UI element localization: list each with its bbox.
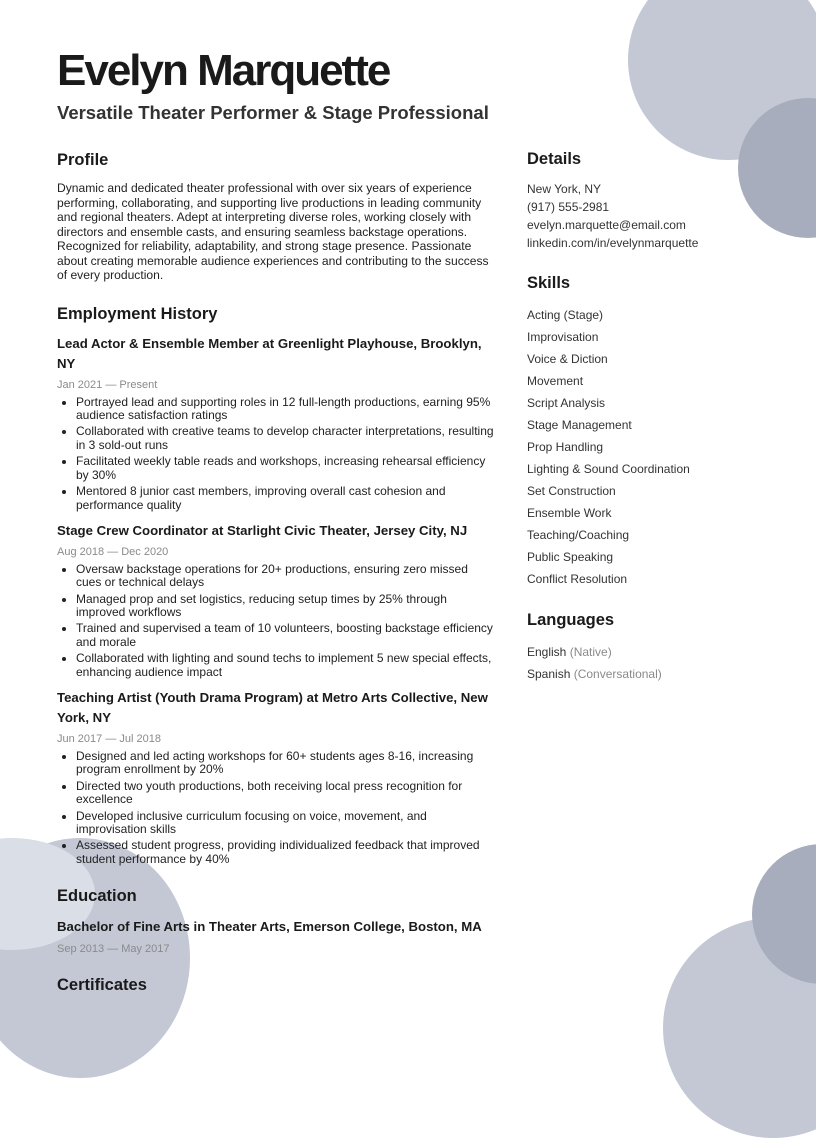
language-item	[527, 641, 777, 663]
skill-item: Lighting & Sound Coordination	[527, 462, 690, 476]
job-title: Teaching Artist (Youth Drama Program) at Metro Arts Collective, New York, NY	[57, 689, 488, 725]
skill-item: Conflict Resolution	[527, 572, 628, 586]
job-bullet: • Mentored 8 junior cast members, improving overall cast cohesion and performance quality	[76, 485, 495, 512]
job-bullets	[57, 750, 495, 867]
job-title: Stage Crew Coordinator at Starlight Civic Theater, Jersey City, NJ	[57, 522, 468, 538]
details-heading: Details	[527, 150, 582, 168]
job-title: Lead Actor & Ensemble Member at Greenlight Playhouse, Brooklyn, NY	[57, 335, 482, 371]
job-bullet: • Trained and supervised a team of 10 volunteers, boosting backstage efficiency and morale	[76, 622, 495, 649]
job-entry	[57, 688, 495, 867]
job-bullet: • Oversaw backstage operations for 20+ productions, ensuring zero missed cues or technical delays	[76, 563, 495, 590]
job-dates: Jan 2021 — Present	[57, 378, 158, 391]
job-bullet: • Collaborated with creative teams to develop character interpretations, resulting in 3 sold-out runs	[76, 425, 495, 452]
job-entry	[57, 334, 495, 513]
job-bullet: • Collaborated with lighting and sound techs to implement 5 new special effects, enhancing audience impact	[76, 652, 495, 679]
skill-item: Ensemble Work	[527, 506, 612, 520]
job-bullet: • Directed two youth productions, both receiving local press recognition for excellence	[76, 780, 495, 807]
job-bullet: • Designed and led acting workshops for 60+ students ages 8-16, increasing program enrollment by 20%	[76, 750, 495, 777]
profile-heading: Profile	[57, 151, 109, 169]
job-bullet: • Assessed student progress, providing individualized feedback that improved student performance by 40%	[76, 839, 495, 866]
languages-list	[527, 641, 777, 685]
education-degree: Bachelor of Fine Arts in Theater Arts, Emerson College, Boston, MA	[57, 918, 482, 934]
detail-location: New York, NY	[527, 182, 602, 196]
languages-section	[527, 608, 777, 685]
language-item	[527, 663, 777, 685]
candidate-subtitle: Versatile Theater Performer & Stage Professional	[57, 102, 489, 123]
detail-linkedin[interactable]: linkedin.com/in/evelynmarquette	[527, 236, 699, 250]
job-dates: Aug 2018 — Dec 2020	[57, 545, 169, 558]
education-dates: Sep 2013 — May 2017	[57, 942, 170, 955]
skill-item: Acting (Stage)	[527, 308, 604, 322]
education-heading: Education	[57, 886, 137, 905]
skill-item: Public Speaking	[527, 550, 614, 564]
skill-item: Script Analysis	[527, 396, 606, 410]
skill-item: Improvisation	[527, 330, 599, 344]
certificates-section	[57, 973, 495, 997]
certificates-heading: Certificates	[57, 975, 147, 994]
skill-item: Prop Handling	[527, 440, 604, 454]
skill-item: Voice & Diction	[527, 352, 608, 366]
job-bullet: • Managed prop and set logistics, reducing setup times by 25% through improved workflows	[76, 593, 495, 620]
job-bullets	[57, 396, 495, 513]
candidate-name: Evelyn Marquette	[57, 46, 390, 95]
employment-heading: Employment History	[57, 304, 218, 323]
language-level: (Native)	[569, 645, 612, 659]
sidebar-column	[527, 147, 777, 685]
profile-section	[57, 148, 495, 283]
education-section	[57, 884, 495, 956]
detail-email[interactable]: evelyn.marquette@email.com	[527, 218, 686, 232]
job-bullet: • Portrayed lead and supporting roles in 12 full-length productions, earning 95% audience satisfaction ratings	[76, 396, 495, 423]
details-section	[527, 147, 777, 252]
language-name: Spanish	[527, 667, 571, 681]
employment-section	[57, 302, 495, 867]
languages-heading: Languages	[527, 611, 615, 629]
job-bullet: • Facilitated weekly table reads and workshops, increasing rehearsal efficiency by 30%	[76, 455, 495, 482]
skill-item: Movement	[527, 374, 584, 388]
skills-list	[527, 304, 777, 590]
job-bullet: • Developed inclusive curriculum focusing on voice, movement, and improvisation skills	[76, 810, 495, 837]
skill-item: Teaching/Coaching	[527, 528, 630, 542]
main-column	[57, 148, 495, 997]
job-dates: Jun 2017 — Jul 2018	[57, 732, 161, 745]
skills-section	[527, 271, 777, 590]
profile-text: Dynamic and dedicated theater professional with over six years of experience performing, collaborating, and supporting live productions in leading community and regional theaters. Adept at interpreting diverse roles, working closely with directors and ensemble casts, and ensuring seamless backstage operations. Recognized for reliability, adaptability, and strong stage presence. Passionate about creating memorable audience experiences and contributing to the success of every production.	[57, 181, 489, 282]
job-entry	[57, 521, 495, 680]
language-name: English	[527, 645, 567, 659]
job-bullets	[57, 563, 495, 680]
language-level: (Conversational)	[573, 667, 662, 681]
skill-item: Set Construction	[527, 484, 616, 498]
skills-heading: Skills	[527, 274, 571, 292]
detail-phone[interactable]: (917) 555-2981	[527, 200, 610, 214]
details-list	[527, 180, 777, 252]
skill-item: Stage Management	[527, 418, 632, 432]
